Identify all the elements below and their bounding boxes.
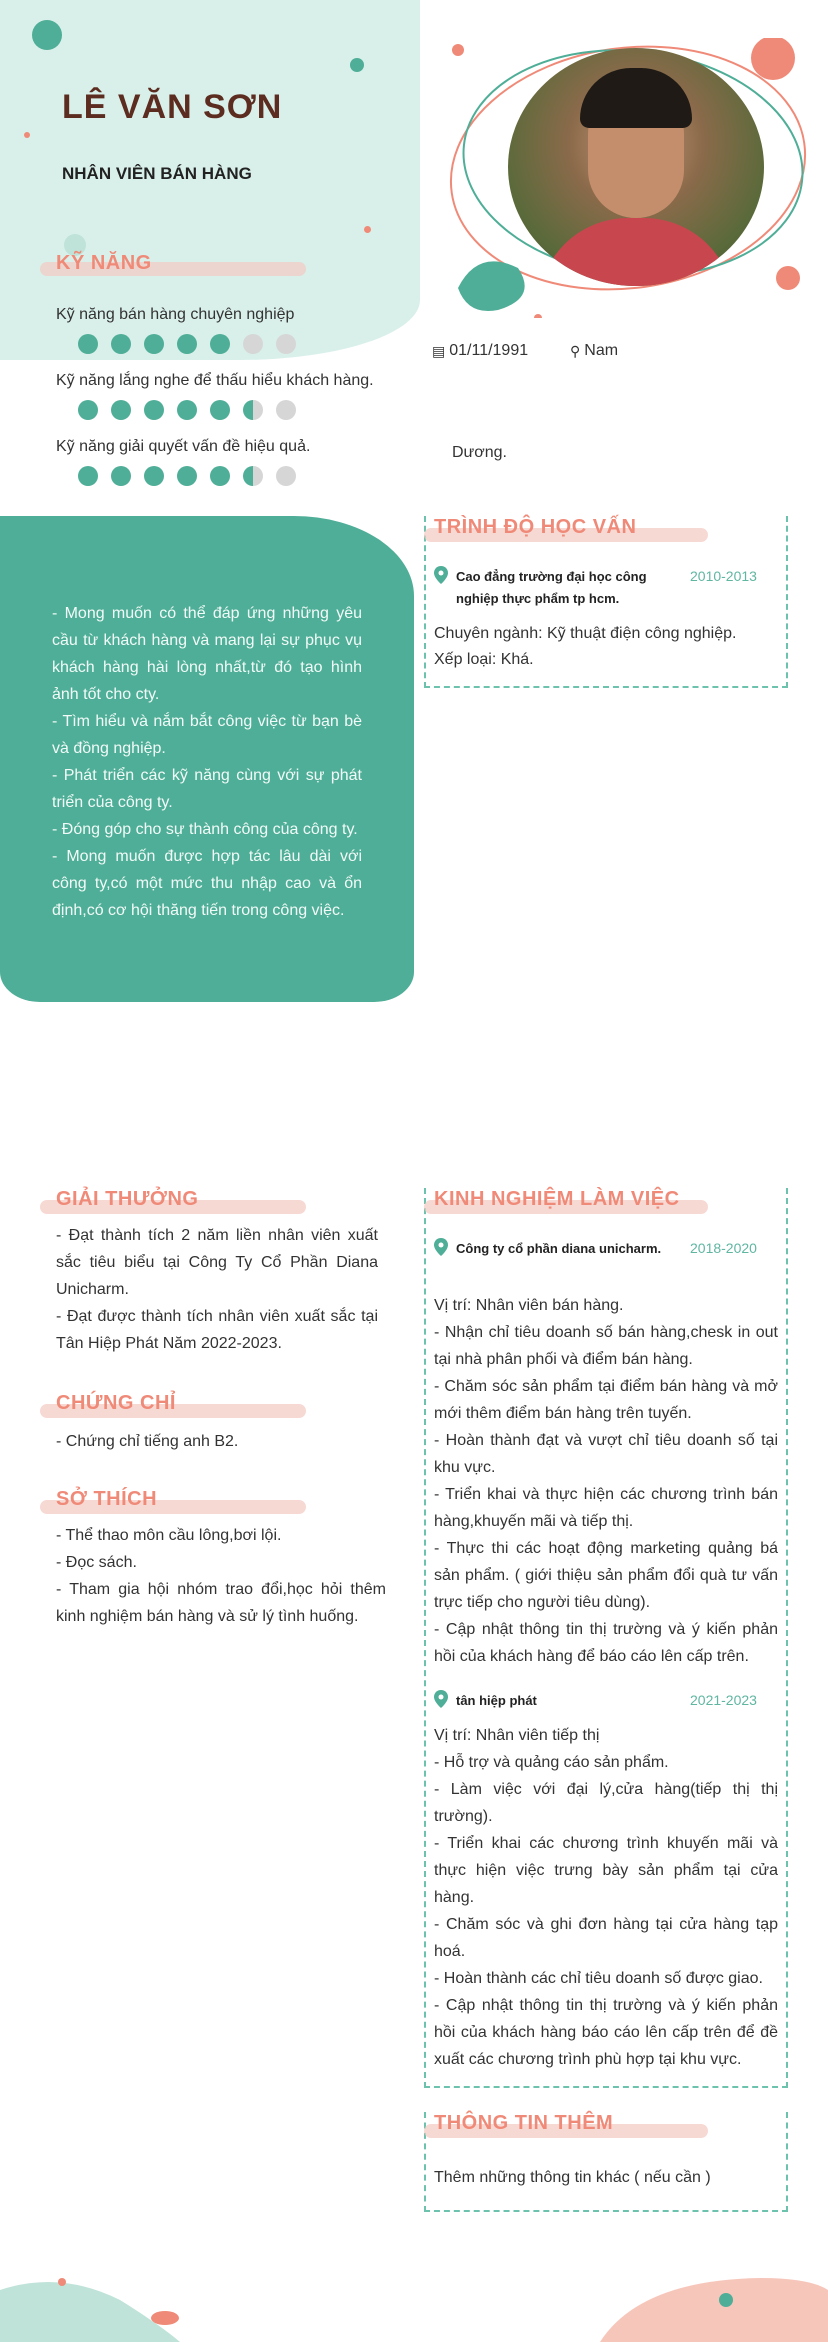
award-item: - Đạt thành tích 2 năm liền nhân viên xuất sắc tiêu biểu tại Công Ty Cổ Phần Diana Unicharm. (56, 1227, 378, 1298)
rating-dot (177, 334, 197, 354)
rating-dot (210, 400, 230, 420)
rating-dot (243, 466, 263, 486)
rating-dot (111, 466, 131, 486)
career-goals (52, 600, 362, 924)
goal-item: - Mong muốn được hợp tác lâu dài với công ty,có một mức thu nhập cao và ổn định,có cơ hội thăng tiến trong công việc. (52, 848, 362, 919)
dob-value: 01/11/1991 (449, 342, 529, 359)
awards-list (56, 1222, 378, 1357)
skill-rating (78, 466, 296, 486)
skills-title: KỸ NĂNG (56, 252, 152, 274)
job-line: - Làm việc với đại lý,cửa hàng(tiếp thị thị trường). (434, 1781, 778, 1825)
experience-title: KINH NGHIỆM LÀM VIỆC (434, 1188, 680, 1210)
skill-rating (78, 400, 296, 420)
job-company: tân hiệp phát (456, 1693, 537, 1708)
job-line: - Thực thi các hoạt động marketing quảng bá sản phẩm. ( giới thiệu sản phẩm đổi quà tư vấn trực tiếp cho người tiêu dùng). (434, 1540, 778, 1611)
candidate-role: NHÂN VIÊN BÁN HÀNG (62, 164, 252, 183)
rating-dot (144, 334, 164, 354)
photo-shirt (538, 218, 734, 286)
candidate-name: LÊ VĂN SƠN (62, 88, 283, 126)
rating-dot (243, 400, 263, 420)
education-title: TRÌNH ĐỘ HỌC VẤN (434, 516, 637, 538)
certificates-title: CHỨNG CHỈ (56, 1392, 176, 1414)
decor-dot (350, 58, 364, 72)
job-details (434, 1722, 778, 2073)
hobby-item: - Đọc sách. (56, 1554, 137, 1571)
photo-hair (580, 68, 692, 128)
gender-value: Nam (584, 342, 619, 359)
job-company: Công ty cổ phần diana unicharm. (456, 1241, 662, 1256)
decor-dot (32, 20, 62, 50)
goal-item: - Đóng góp cho sự thành công của công ty. (52, 821, 358, 838)
location-pin-icon (434, 1238, 448, 1256)
job-details (434, 1292, 778, 1670)
job-line: - Nhận chỉ tiêu doanh số bán hàng,chesk in out tại nhà phân phối và điểm bán hàng. (434, 1324, 778, 1368)
skill-label: Kỹ năng bán hàng chuyên nghiệp (56, 306, 295, 323)
rating-dot (78, 400, 98, 420)
rating-dot (144, 400, 164, 420)
rating-dot (276, 466, 296, 486)
job-years: 2021-2023 (690, 1692, 757, 1708)
job-line: - Cập nhật thông tin thị trường và ý kiến phản hồi của khách hàng để báo cáo lên cấp trên. (434, 1621, 778, 1665)
candidate-photo (508, 48, 764, 286)
certificate-item: - Chứng chỉ tiếng anh B2. (56, 1433, 239, 1450)
job-line: - Triển khai các chương trình khuyến mãi và thực hiện việc trưng bày sản phẩm tại cửa hàng. (434, 1835, 778, 1906)
goal-item: - Tìm hiểu và nắm bắt công việc từ bạn bè và đồng nghiệp. (52, 713, 362, 757)
extra-info-title: THÔNG TIN THÊM (434, 2112, 614, 2134)
job-years: 2018-2020 (690, 1240, 757, 1256)
job-line: - Chăm sóc sản phẩm tại điểm bán hàng và mở mới thêm điểm bán hàng trên tuyến. (434, 1378, 778, 1422)
rating-dot (177, 400, 197, 420)
rating-dot (177, 466, 197, 486)
gender-row (570, 342, 618, 360)
extra-info-text: Thêm những thông tin khác ( nếu cần ) (434, 2169, 711, 2186)
address-tail: Dương. (452, 444, 507, 461)
education-grade: Xếp loại: Khá. (434, 651, 534, 668)
job-line: Vị trí: Nhân viên bán hàng. (434, 1297, 624, 1314)
education-school: Cao đẳng trường đại học công nghiệp thực phẩm tp hcm. (456, 569, 647, 606)
job-line: - Chăm sóc và ghi đơn hàng tại cửa hàng tạp hoá. (434, 1916, 778, 1960)
skill-label: Kỹ năng lắng nghe để thấu hiểu khách hàng. (56, 372, 374, 389)
location-pin-icon (434, 566, 448, 584)
hobby-item: - Tham gia hội nhóm trao đổi,học hỏi thêm kinh nghiệm bán hàng và sử lý tình huống. (56, 1581, 386, 1625)
award-item: - Đạt được thành tích nhân viên xuất sắc tại Tân Hiệp Phát Năm 2022-2023. (56, 1308, 378, 1352)
goal-item: - Mong muốn có thể đáp ứng những yêu cầu từ khách hàng và mang lại sự phục vụ khách hàng hài lòng nhất,từ đó tạo hình ảnh tốt cho cty. (52, 605, 362, 703)
gender-icon: ⚲ (570, 342, 581, 359)
skill-rating (78, 334, 296, 354)
goal-item: - Phát triển các kỹ năng cùng với sự phát triển của công ty. (52, 767, 362, 811)
education-years: 2010-2013 (690, 568, 757, 584)
rating-dot (144, 466, 164, 486)
footer-decoration (0, 2270, 828, 2342)
rating-dot (111, 334, 131, 354)
awards-title: GIẢI THƯỞNG (56, 1188, 199, 1210)
rating-dot (243, 334, 263, 354)
rating-dot (78, 334, 98, 354)
rating-dot (78, 466, 98, 486)
hobbies-list (56, 1522, 386, 1630)
job-line: - Hỗ trợ và quảng cáo sản phẩm. (434, 1754, 669, 1771)
decor-dot (364, 226, 371, 233)
rating-dot (111, 400, 131, 420)
job-line: Vị trí: Nhân viên tiếp thị (434, 1727, 600, 1744)
job-line: - Hoàn thành các chỉ tiêu doanh số được giao. (434, 1970, 763, 1987)
hobbies-title: SỞ THÍCH (56, 1488, 158, 1510)
rating-dot (210, 466, 230, 486)
decor-dot (24, 132, 30, 138)
education-major: Chuyên ngành: Kỹ thuật điện công nghiệp. (434, 625, 737, 642)
hobby-item: - Thể thao môn cầu lông,bơi lội. (56, 1527, 282, 1544)
rating-dot (276, 334, 296, 354)
rating-dot (210, 334, 230, 354)
job-line: - Hoàn thành đạt và vượt chỉ tiêu doanh số tại khu vực. (434, 1432, 778, 1476)
rating-dot (276, 400, 296, 420)
location-pin-icon (434, 1690, 448, 1708)
cake-icon: ▤ (432, 342, 446, 359)
dob-row (432, 342, 528, 360)
skill-label: Kỹ năng giải quyết vấn đề hiệu quả. (56, 438, 311, 455)
job-line: - Triển khai và thực hiện các chương trình bán hàng,khuyến mãi và tiếp thị. (434, 1486, 778, 1530)
job-line: - Cập nhật thông tin thị trường và ý kiến phản hồi của khách hàng báo cáo lên cấp trên để đề xuất các chương trình phù hợp tại khu vực. (434, 1997, 778, 2068)
